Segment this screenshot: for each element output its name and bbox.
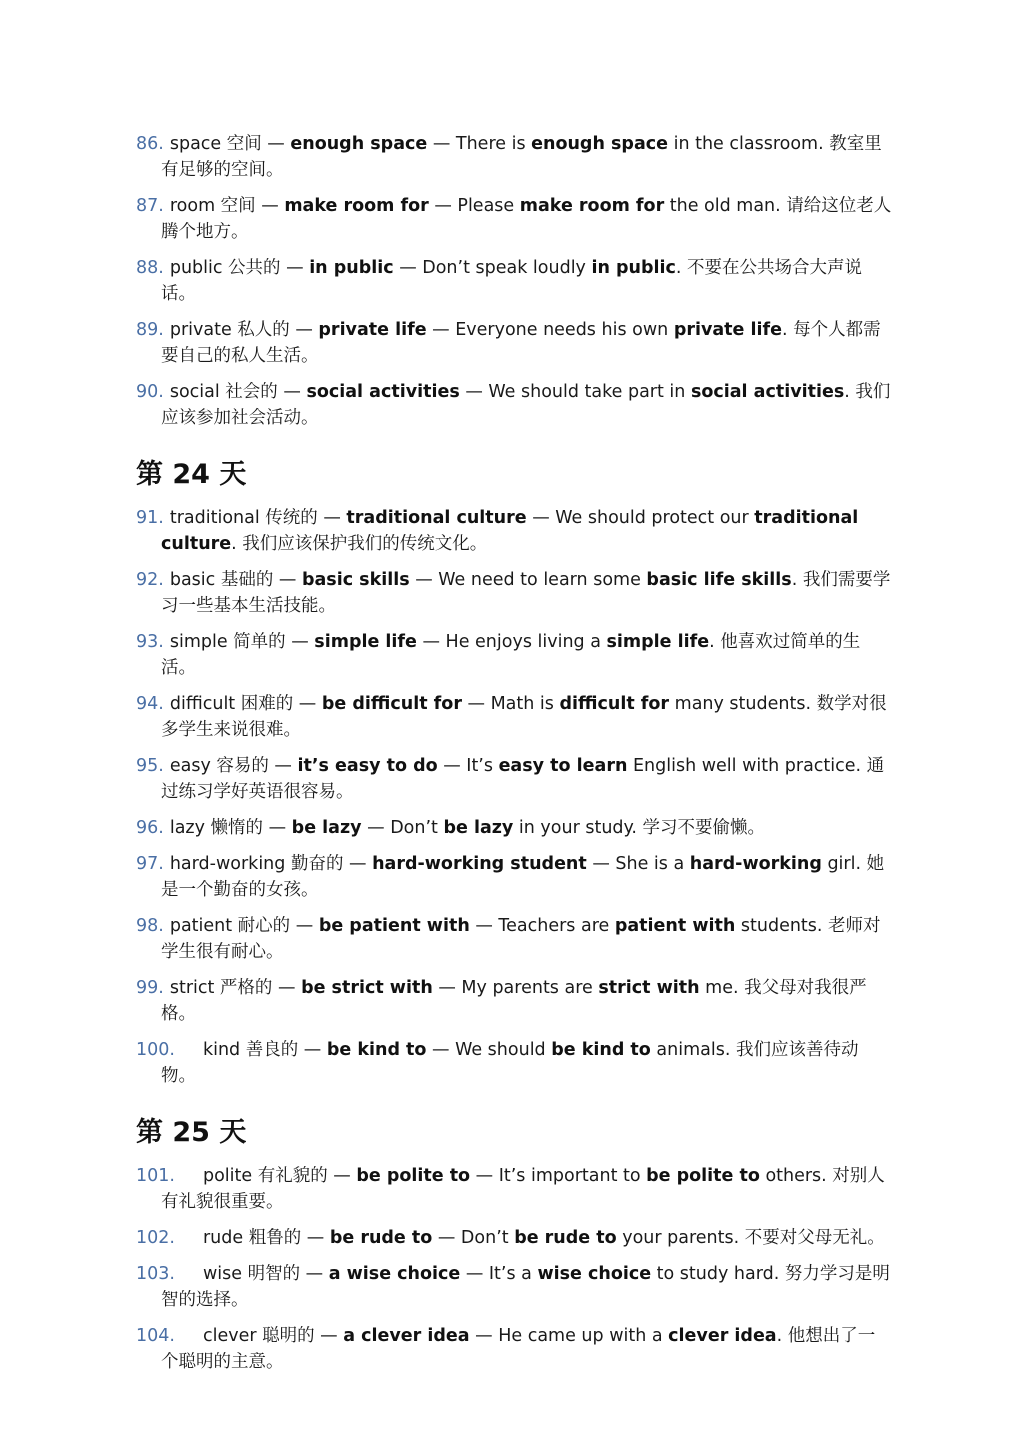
entry-text: rude 粗鲁的 — xyxy=(202,1228,330,1248)
phrase-bold: social activities xyxy=(306,382,460,402)
phrase-bold: enough space xyxy=(531,134,669,154)
entry-text: strict 严格的 — xyxy=(169,978,302,998)
entry-text: — It’s important to xyxy=(470,1166,647,1186)
entry-text: girl. 她是一个勤奋的女孩。 xyxy=(161,854,885,900)
vocab-entry xyxy=(136,1225,892,1251)
entry-text: . 我们需要学习一些基本生活技能。 xyxy=(161,570,891,616)
entry-text: — He came up with a xyxy=(469,1326,669,1346)
entry-number: 90. xyxy=(136,382,164,402)
phrase-bold: make room for xyxy=(284,196,429,216)
entry-number: 98. xyxy=(136,916,164,936)
entry-text: kind 善良的 — xyxy=(202,1040,327,1060)
phrase-bold: simple life xyxy=(314,632,417,652)
entry-text: lazy 懒惰的 — xyxy=(169,818,292,838)
vocab-entry xyxy=(136,317,892,369)
entry-text: — We need to learn some xyxy=(409,570,647,590)
phrase-bold: be polite to xyxy=(646,1166,760,1186)
entry-text: traditional 传统的 — xyxy=(169,508,347,528)
vocab-entry xyxy=(136,1261,892,1313)
vocab-entry xyxy=(136,851,892,903)
entry-text: . 他喜欢过简单的生活。 xyxy=(161,632,861,678)
entry-text: room 空间 — xyxy=(169,196,285,216)
phrase-bold: hard-working student xyxy=(372,854,587,874)
phrase-bold: private life xyxy=(318,320,427,340)
phrase-bold: basic life skills xyxy=(646,570,792,590)
entry-text: basic 基础的 — xyxy=(169,570,302,590)
entry-number: 103. xyxy=(136,1264,175,1284)
entry-text: . 他想出了一个聪明的主意。 xyxy=(161,1326,876,1372)
entry-number: 87. xyxy=(136,196,164,216)
entry-text: animals. 我们应该善待动物。 xyxy=(161,1040,859,1086)
phrase-bold: be strict with xyxy=(301,978,433,998)
phrase-bold: traditional culture xyxy=(346,508,527,528)
phrase-bold: hard-working xyxy=(689,854,822,874)
entry-number: 93. xyxy=(136,632,164,652)
entry-text: hard-working 勤奋的 — xyxy=(169,854,373,874)
entry-number: 95. xyxy=(136,756,164,776)
entry-text: clever 聪明的 — xyxy=(202,1326,344,1346)
entry-text: simple 简单的 — xyxy=(169,632,315,652)
entry-number: 99. xyxy=(136,978,164,998)
entry-number: 96. xyxy=(136,818,164,838)
entry-text: the old man. 请给这位老人腾个地方。 xyxy=(161,196,892,242)
entry-number: 100. xyxy=(136,1040,175,1060)
entry-text: — She is a xyxy=(586,854,690,874)
phrase-bold: social activities xyxy=(690,382,845,402)
phrase-bold: be difficult for xyxy=(321,694,462,714)
entry-text: polite 有礼貌的 — xyxy=(202,1166,357,1186)
phrase-bold: be lazy xyxy=(443,818,514,838)
entry-text: — Don’t xyxy=(432,1228,515,1248)
phrase-bold: in public xyxy=(591,258,676,278)
vocab-entry xyxy=(136,1163,892,1215)
entry-text: private 私人的 — xyxy=(169,320,319,340)
phrase-bold: make room for xyxy=(519,196,665,216)
entry-text: — Everyone needs his own xyxy=(426,320,674,340)
entry-text: social 社会的 — xyxy=(169,382,307,402)
day-heading: 第 25 天 xyxy=(136,1117,247,1148)
entry-text: — We should take part in xyxy=(459,382,691,402)
entry-text: — There is xyxy=(427,134,532,154)
entry-text: — Don’t xyxy=(361,818,444,838)
entry-text: in the classroom. 教室里有足够的空间。 xyxy=(161,134,882,180)
vocab-entry xyxy=(136,753,892,805)
phrase-bold: basic skills xyxy=(301,570,410,590)
entry-text: — Math is xyxy=(461,694,560,714)
entry-number: 92. xyxy=(136,570,164,590)
entry-text: easy 容易的 — xyxy=(169,756,298,776)
entry-text: to study hard. 努力学习是明智的选择。 xyxy=(161,1264,890,1310)
phrase-bold: a wise choice xyxy=(328,1264,461,1284)
entry-number: 101. xyxy=(136,1166,175,1186)
entry-number: 91. xyxy=(136,508,164,528)
phrase-bold: be patient with xyxy=(318,916,470,936)
vocab-entry xyxy=(136,815,892,841)
entry-text: — My parents are xyxy=(432,978,599,998)
phrase-bold: difficult for xyxy=(559,694,670,714)
phrase-bold: private life xyxy=(673,320,782,340)
vocab-entry xyxy=(136,131,892,183)
entry-text: . 我们应该保护我们的传统文化。 xyxy=(231,534,488,554)
entry-text: — We should xyxy=(426,1040,552,1060)
vocab-entry xyxy=(136,255,892,307)
entry-text: — Teachers are xyxy=(469,916,615,936)
entry-text: — Don’t speak loudly xyxy=(393,258,592,278)
vocab-entry xyxy=(136,567,892,619)
phrase-bold: strict with xyxy=(598,978,700,998)
entry-text: students. 老师对学生很有耐心。 xyxy=(161,916,881,962)
phrase-bold: in public xyxy=(309,258,394,278)
vocab-entry xyxy=(136,1037,892,1089)
entry-number: 97. xyxy=(136,854,164,874)
phrase-bold: it’s easy to do xyxy=(297,756,438,776)
vocab-entry xyxy=(136,505,892,557)
vocab-entry xyxy=(136,691,892,743)
phrase-bold: simple life xyxy=(606,632,710,652)
entry-text: — It’s xyxy=(437,756,499,776)
entry-number: 86. xyxy=(136,134,164,154)
phrase-bold: be kind to xyxy=(326,1040,427,1060)
entry-text: others. 对别人有礼貌很重要。 xyxy=(161,1166,885,1212)
entry-text: your parents. 不要对父母无礼。 xyxy=(616,1228,885,1248)
entry-text: me. 我父母对我很严格。 xyxy=(161,978,867,1024)
entry-text: . 不要在公共场合大声说话。 xyxy=(161,258,863,304)
entry-text: — We should protect our xyxy=(526,508,755,528)
entry-text: English well with practice. 通过练习学好英语很容易。 xyxy=(161,756,885,802)
phrase-bold: be rude to xyxy=(514,1228,617,1248)
entry-text: . 我们应该参加社会活动。 xyxy=(161,382,891,428)
entry-text: public 公共的 — xyxy=(169,258,310,278)
vocab-entry xyxy=(136,1323,892,1375)
entry-text: many students. 数学对很多学生来说很难。 xyxy=(161,694,887,740)
phrase-bold: patient with xyxy=(614,916,736,936)
vocab-entry xyxy=(136,913,892,965)
phrase-bold: easy to learn xyxy=(498,756,628,776)
entry-text: difficult 困难的 — xyxy=(169,694,322,714)
entry-number: 104. xyxy=(136,1326,175,1346)
phrase-bold: be lazy xyxy=(291,818,362,838)
entry-text: in your study. 学习不要偷懒。 xyxy=(513,818,765,838)
entry-number: 102. xyxy=(136,1228,175,1248)
entry-text: — He enjoys living a xyxy=(416,632,607,652)
vocab-entry xyxy=(136,629,892,681)
entry-number: 94. xyxy=(136,694,164,714)
phrase-bold: traditional culture xyxy=(161,508,859,554)
vocab-entry xyxy=(136,975,892,1027)
entry-text: — Please xyxy=(428,196,520,216)
entry-text: — It’s a xyxy=(460,1264,538,1284)
day-heading: 第 24 天 xyxy=(136,459,247,490)
entry-text: patient 耐心的 — xyxy=(169,916,319,936)
phrase-bold: be polite to xyxy=(356,1166,471,1186)
entry-number: 88. xyxy=(136,258,164,278)
phrase-bold: a clever idea xyxy=(343,1326,470,1346)
vocab-entry xyxy=(136,193,892,245)
entry-text: space 空间 — xyxy=(169,134,291,154)
entry-text: wise 明智的 — xyxy=(202,1264,329,1284)
vocab-entry xyxy=(136,379,892,431)
entry-number: 89. xyxy=(136,320,164,340)
phrase-bold: enough space xyxy=(290,134,428,154)
phrase-bold: be kind to xyxy=(551,1040,651,1060)
phrase-bold: be rude to xyxy=(329,1228,433,1248)
entry-text: . 每个人都需要自己的私人生活。 xyxy=(161,320,881,366)
vocabulary-list xyxy=(136,131,892,1385)
phrase-bold: wise choice xyxy=(537,1264,652,1284)
phrase-bold: clever idea xyxy=(668,1326,777,1346)
